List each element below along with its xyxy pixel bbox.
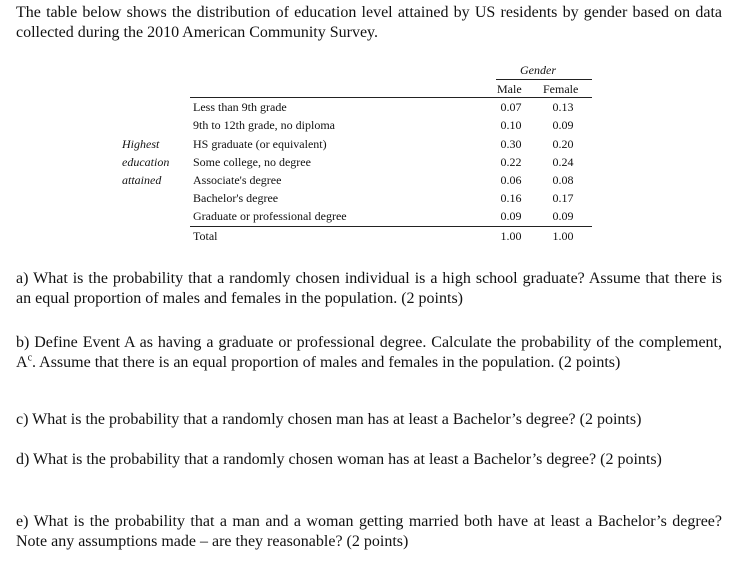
female-value: 0.13 — [552, 100, 574, 114]
row-group-label-3: attained — [122, 173, 162, 187]
complement-superscript: c — [27, 352, 33, 364]
male-value: 0.30 — [500, 137, 522, 151]
row-label: Associate's degree — [193, 173, 282, 187]
question-b-text-end: . Assume that there is an equal proportion of males and females in the population. (2 points) — [32, 353, 621, 371]
male-value: 0.10 — [500, 118, 522, 132]
question-c: c) What is the probability that a randomly chosen man has at least a Bachelor’s degree? (2 points) — [16, 411, 642, 428]
male-value: 0.09 — [500, 209, 522, 223]
education-table — [0, 0, 739, 260]
col-male-header: Male — [497, 82, 522, 96]
header-rule — [496, 79, 592, 80]
male-value: 0.06 — [500, 173, 522, 187]
male-value: 0.22 — [500, 155, 522, 169]
question-b-text: b) Define Event A as having a graduate or professional degree. Calculate the probability of the complement, A — [16, 334, 722, 371]
row-label: Some college, no degree — [193, 155, 311, 169]
male-value: 0.16 — [500, 191, 522, 205]
col-female-header: Female — [543, 82, 579, 96]
gender-header: Gender — [520, 63, 556, 77]
female-value: 0.08 — [552, 173, 574, 187]
total-label: Total — [193, 229, 218, 243]
row-group-label-2: education — [122, 155, 170, 169]
row-label: Graduate or professional degree — [193, 209, 347, 223]
total-female: 1.00 — [552, 229, 574, 243]
male-value: 0.07 — [500, 100, 522, 114]
total-male: 1.00 — [500, 229, 522, 243]
row-group-label-1: Highest — [122, 137, 160, 151]
female-value: 0.20 — [552, 137, 574, 151]
question-b — [16, 333, 722, 372]
female-value: 0.09 — [552, 209, 574, 223]
female-value: 0.17 — [552, 191, 574, 205]
total-rule — [190, 226, 592, 227]
row-label: Bachelor's degree — [193, 191, 279, 205]
female-value: 0.24 — [552, 155, 574, 169]
question-e: e) What is the probability that a man and a woman getting married both have at least a Bachelor’s degree? Note any assumptions made – are they reasonable? (2 points) — [16, 513, 722, 550]
question-d: d) What is the probability that a randomly chosen woman has at least a Bachelor’s degree? (2 points) — [16, 451, 662, 468]
intro-paragraph: The table below shows the distribution of education level attained by US residents by gender based on data collected during the 2010 American Community Survey. — [16, 4, 722, 41]
female-value: 0.09 — [552, 118, 574, 132]
top-rule — [190, 97, 592, 98]
row-label: Less than 9th grade — [193, 100, 287, 114]
row-label: 9th to 12th grade, no diploma — [193, 118, 335, 132]
question-a: a) What is the probability that a randomly chosen individual is a high school graduate? Assume that there is an equal proportion of males and females in the population. (2 points) — [16, 270, 722, 307]
row-label: HS graduate (or equivalent) — [193, 137, 327, 151]
